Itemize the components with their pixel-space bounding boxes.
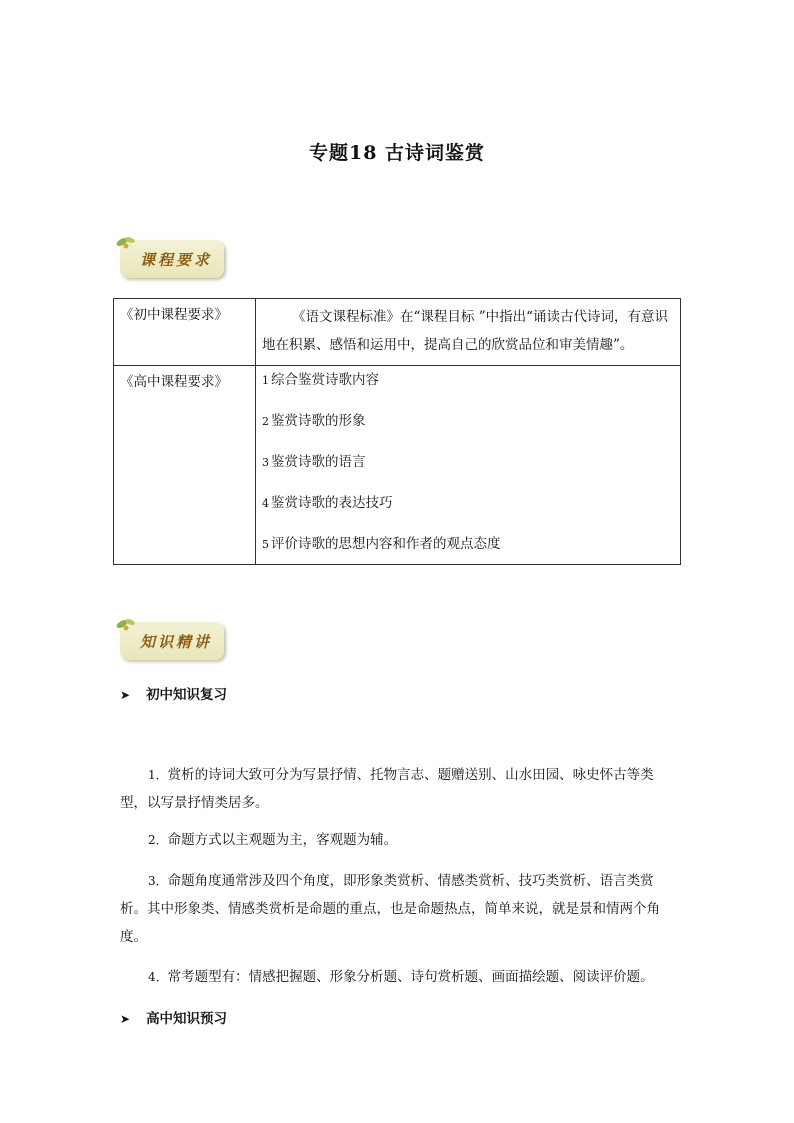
leaf-icon bbox=[114, 234, 140, 256]
list-item: 3 鉴赏诗歌的语言 bbox=[262, 454, 366, 470]
section-heading-senior: ➤ 高中知识预习 bbox=[120, 1011, 228, 1027]
paragraph: 1．赏析的诗词大致可分为写景抒情、托物言志、题赠送别、山水田园、咏史怀古等类型，以写景抒情类居多。 bbox=[120, 767, 654, 811]
paragraph: 3．命题角度通常涉及四个角度，即形象类赏析、情感类赏析、技巧类赏析、语言类赏析。其中形象类、情感类赏析是命题的重点，也是命题热点，简单来说，就是景和情两个角度。 bbox=[120, 873, 660, 945]
row-content bbox=[256, 366, 681, 565]
section-badge-requirements bbox=[120, 240, 224, 278]
arrow-bullet-icon: ➤ bbox=[120, 688, 131, 702]
table-row bbox=[114, 366, 681, 565]
row-content: 《语文课程标准》在“课程目标 ”中指出“诵读古代诗词，有意识地在积累、感悟和运用中，提高自己的欣赏品位和审美情趣”。 bbox=[256, 299, 681, 366]
section-heading-junior: ➤ 初中知识复习 bbox=[120, 687, 228, 703]
list-item: 2 鉴赏诗歌的形象 bbox=[262, 413, 366, 429]
badge-label: 课程要求 bbox=[140, 251, 213, 269]
requirements-table bbox=[113, 298, 681, 565]
table-row bbox=[114, 299, 681, 366]
page-title: 专题18 古诗词鉴赏 bbox=[308, 142, 486, 164]
section-badge-knowledge bbox=[120, 622, 224, 660]
arrow-bullet-icon: ➤ bbox=[120, 1012, 131, 1026]
list-item: 5 评价诗歌的思想内容和作者的观点态度 bbox=[262, 536, 501, 552]
list-item: 4 鉴赏诗歌的表达技巧 bbox=[262, 495, 393, 511]
paragraph: 2．命题方式以主观题为主，客观题为辅。 bbox=[148, 832, 398, 848]
badge-label: 知识精讲 bbox=[140, 633, 213, 651]
row-header: 《初中课程要求》 bbox=[114, 299, 256, 366]
paragraph: 4．常考题型有：情感把握题、形象分析题、诗句赏析题、画面描绘题、阅读评价题。 bbox=[148, 969, 654, 985]
row-header: 《高中课程要求》 bbox=[114, 366, 256, 565]
list-item: 1 综合鉴赏诗歌内容 bbox=[262, 372, 379, 388]
leaf-icon bbox=[114, 616, 140, 638]
